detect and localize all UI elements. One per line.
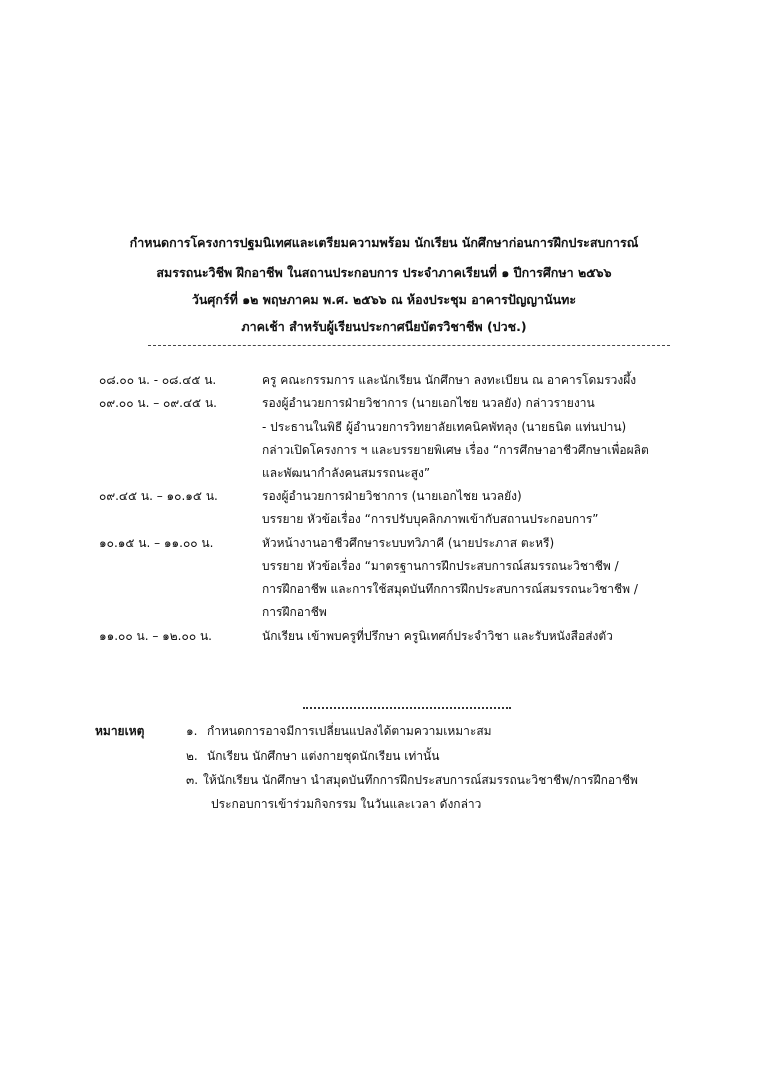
- note-text: ให้นักเรียน นักศึกษา นำสมุดบันทึกการฝึกประสบการณ์สมรรถนะวิชาชีพ/การฝึกอาชีพ: [203, 773, 638, 787]
- title-line-1: กำหนดการโครงการปฐมนิเทศและเตรียมความพร้อม นักเรียน นักศึกษาก่อนการฝึกประสบการณ์: [129, 235, 639, 250]
- title-line-4: ภาคเช้า สำหรับผู้เรียนประกาศนียบัตรวิชาชีพ (ปวช.): [241, 319, 527, 334]
- schedule-text: การฝึกอาชีพ: [262, 605, 327, 619]
- note-text: นักเรียน นักศึกษา แต่งกายชุดนักเรียน เท่านั้น: [207, 749, 440, 763]
- schedule-time: ๐๘.๐๐ น. - ๐๘.๔๕ น.: [99, 373, 217, 387]
- schedule-text: รองผู้อำนวยการฝ่ายวิชาการ (นายเอกไชย นวลยัง): [262, 489, 522, 503]
- schedule-text: บรรยาย หัวข้อเรื่อง “การปรับบุคลิกภาพเข้ากับสถานประกอบการ”: [262, 512, 599, 526]
- note-number: ๒.: [186, 749, 198, 763]
- schedule-text: บรรยาย หัวข้อเรื่อง “มาตรฐานการฝึกประสบการณ์สมรรถนะวิชาชีพ /: [262, 559, 619, 573]
- schedule-text: กล่าวเปิดโครงการ ฯ และบรรยายพิเศษ เรื่อง “การศึกษาอาชีวศึกษาเพื่อผลิต: [262, 443, 649, 457]
- note-text: กำหนดการอาจมีการเปลี่ยนแปลงได้ตามความเหมาะสม: [207, 724, 492, 738]
- schedule-text: - ประธานในพิธี ผู้อำนวยการวิทยาลัยเทคนิคพัทลุง (นายธนิต แท่นปาน): [262, 420, 627, 434]
- note-number: ๑.: [186, 724, 198, 738]
- note-text: ประกอบการเข้าร่วมกิจกรรม ในวันและเวลา ดังกล่าว: [211, 797, 482, 811]
- schedule-text: การฝึกอาชีพ และการใช้สมุดบันทึกการฝึกประสบการณ์สมรรถนะวิชาชีพ /: [262, 582, 638, 596]
- title-line-2: สมรรถนะวิชีพ ฝึกอาชีพ ในสถานประกอบการ ประจำภาคเรียนที่ ๑ ปีการศึกษา ๒๕๖๖: [156, 265, 612, 280]
- schedule-time: ๐๙.๔๕ น. – ๑๐.๑๕ น.: [99, 489, 218, 503]
- schedule-text: และพัฒนากำลังคนสมรรถนะสูง”: [262, 466, 431, 480]
- schedule-time: ๑๑.๐๐ น. – ๑๒.๐๐ น.: [99, 629, 212, 643]
- notes-label: หมายเหตุ: [95, 724, 145, 738]
- title-line-3: วันศุกร์ที่ ๑๒ พฤษภาคม พ.ศ. ๒๕๖๖ ณ ห้องประชุม อาคารปัญญานันทะ: [191, 292, 577, 307]
- schedule-time: ๑๐.๑๕ น. – ๑๑.๐๐ น.: [99, 536, 214, 550]
- dotted-divider: [303, 707, 511, 709]
- schedule-text: นักเรียน เข้าพบครูที่ปรึกษา ครูนิเทศก์ประจำวิชา และรับหนังสือส่งตัว: [262, 629, 613, 643]
- schedule-text: หัวหน้างานอาชีวศึกษาระบบทวิภาคี (นายประภาส ตะหรี): [262, 536, 555, 550]
- schedule-time: ๐๙.๐๐ น. – ๐๙.๔๕ น.: [99, 396, 217, 410]
- note-number: ๓.: [186, 773, 199, 787]
- schedule-text: ครู คณะกรรมการ และนักเรียน นักศึกษา ลงทะเบียน ณ อาคารโดมรวงผึ้ง: [262, 373, 637, 387]
- schedule-text: รองผู้อำนวยการฝ่ายวิชาการ (นายเอกไชย นวลยัง) กล่าวรายงาน: [262, 396, 595, 410]
- dashed-divider: [148, 345, 670, 346]
